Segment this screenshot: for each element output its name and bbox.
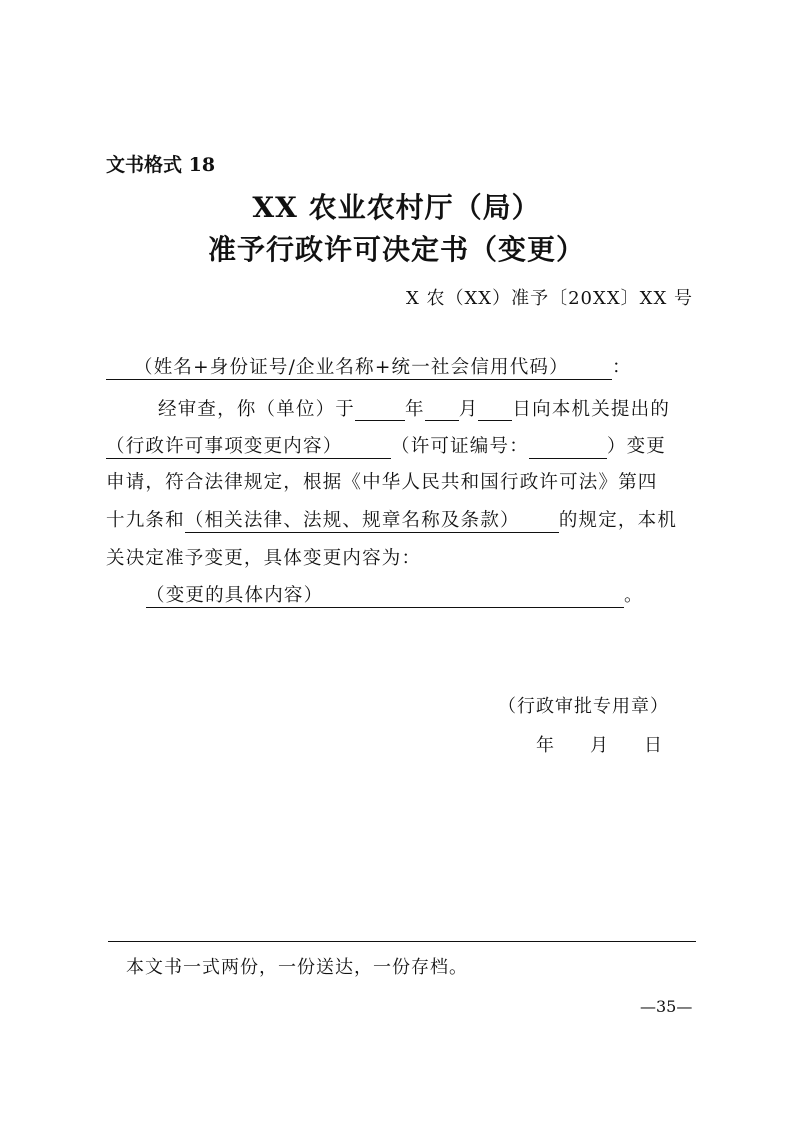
official-seal-label: （行政审批专用章）	[498, 696, 669, 717]
date-day: 日	[644, 735, 662, 756]
para-line-5: 关决定准予变更，具体变更内容为：	[106, 548, 422, 569]
para-line-4	[106, 506, 696, 536]
para-line-2	[106, 432, 696, 462]
addressee-field: （姓名+身份证号/企业名称+统一社会信用代码）	[106, 353, 612, 380]
review-text: 经审查，你（单位）于	[158, 399, 356, 420]
month-blank	[425, 400, 459, 421]
license-number-blank	[529, 438, 607, 459]
change-item-field: （行政许可事项变更内容）	[106, 432, 391, 459]
addressee-line	[106, 353, 696, 383]
title-document: 准予行政许可决定书（变更）	[207, 233, 585, 266]
footer-divider	[108, 941, 696, 942]
month-text: 月	[458, 399, 479, 420]
license-close-text: ）变更	[606, 436, 667, 457]
license-open-text: （许可证编号：	[391, 436, 529, 457]
signature-date	[536, 731, 662, 757]
para-line-6	[146, 581, 696, 611]
date-year: 年	[536, 735, 554, 756]
para-line-3: 申请，符合法律规定，根据《中华人民共和国行政许可法》第四	[106, 472, 658, 493]
format-label: 文书格式 18	[106, 154, 216, 176]
year-text: 年	[405, 399, 425, 420]
content-end-mark: 。	[624, 585, 644, 606]
day-tail-text: 日向本机关提出的	[512, 399, 671, 420]
para-line-1	[158, 395, 696, 425]
page-number: —35—	[640, 997, 693, 1016]
document-number: X 农（XX）准予〔20XX〕XX 号	[405, 288, 693, 309]
change-content-field: （变更的具体内容）	[146, 581, 624, 608]
day-blank	[478, 400, 512, 421]
date-month: 月	[590, 735, 608, 756]
footer-note: 本文书一式两份，一份送达，一份存档。	[126, 957, 468, 978]
laws-field: （相关法律、法规、规章名称及条款）	[185, 506, 559, 533]
provision-text: 的规定，本机	[558, 510, 678, 531]
addressee-colon: ：	[612, 357, 632, 378]
article-text: 十九条和	[106, 510, 185, 531]
title-authority: XX 农业农村厅（局）	[252, 191, 541, 224]
year-blank	[355, 400, 405, 421]
